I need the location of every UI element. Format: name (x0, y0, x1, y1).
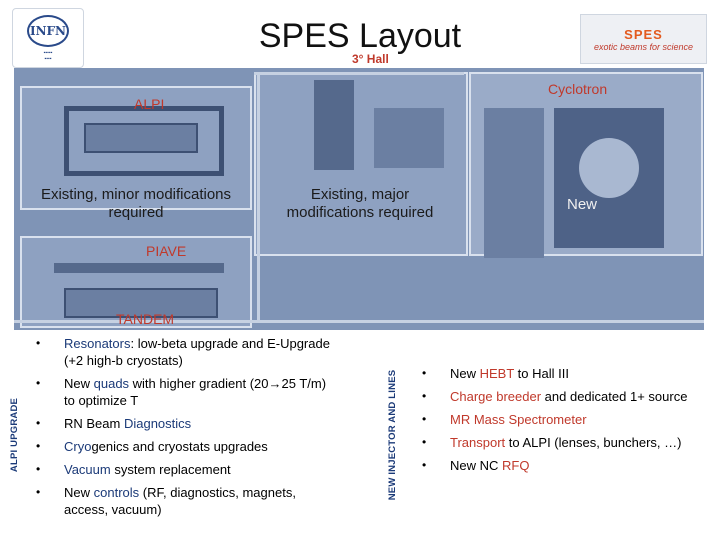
new-injector-item-text (450, 385, 702, 408)
new-building (484, 108, 544, 258)
alpi-upgrade-list (36, 332, 336, 521)
bullet-icon: • (36, 376, 41, 390)
alpi-upgrade-item (36, 435, 336, 458)
alpi-upgrade-item-text (64, 481, 336, 521)
new-label: New (566, 196, 597, 213)
hall-wall-vertical (257, 72, 260, 322)
piave-beamline (54, 263, 224, 273)
bullet-icon: • (36, 485, 41, 499)
cyclotron-vault (579, 138, 639, 198)
hall-label: 3° Hall (352, 52, 389, 66)
infn-logo-mark: INFN (27, 15, 69, 47)
hall-structure-b (374, 108, 444, 168)
alpi-upgrade-item-segment: RN Beam (64, 416, 124, 431)
page-title: SPES Layout (258, 17, 462, 55)
alpi-upgrade-item-segment: Diagnostics (123, 416, 192, 431)
new-injector-vertical-label: NEW INJECTOR AND LINES (387, 369, 398, 501)
new-injector-item-text (450, 431, 702, 454)
new-injector-item (422, 385, 702, 408)
alpi-upgrade-item-text (64, 412, 336, 435)
alpi-upgrade-item-segment: New (64, 485, 94, 500)
alpi-upgrade-item (36, 412, 336, 435)
spes-logo-tagline: exotic beams for science (593, 41, 694, 52)
new-injector-item (422, 408, 702, 431)
layout-map (14, 68, 704, 330)
alpi-upgrade-item-segment: Vacuum (64, 462, 111, 477)
piave-label: PIAVE (146, 243, 187, 259)
bullet-icon: • (36, 416, 41, 430)
new-injector-item-segment: RFQ (502, 458, 530, 473)
new-injector-item-text (450, 362, 702, 385)
new-injector-list (422, 362, 702, 477)
alpi-upgrade-item-segment: with higher gradient (20→25 T/m) to optimize T (64, 376, 327, 408)
alpi-upgrade-item-segment: genics and cryostats upgrades (91, 439, 268, 454)
alpi-upgrade-vertical-label: ALPI UPGRADE (9, 397, 20, 473)
bullet-icon: • (36, 439, 41, 453)
alpi-upgrade-item-text (64, 458, 336, 481)
existing-major-label: Existing, major modifications required (286, 186, 434, 221)
new-injector-item-segment: to ALPI (lenses, bunchers, …) (505, 435, 682, 450)
alpi-upgrade-vertical-label-box (6, 345, 24, 525)
bullet-icon: • (422, 412, 427, 426)
alpi-upgrade-item-segment: (RF, diagnostics, magnets, access, vacuum) (64, 485, 296, 517)
alpi-ring-core (84, 123, 198, 153)
new-injector-item-text (450, 408, 702, 431)
new-injector-item-segment: HEBT (479, 366, 515, 381)
alpi-upgrade-item (36, 458, 336, 481)
alpi-upgrade-item-segment: Resonators (64, 336, 131, 351)
new-injector-item-segment: to Hall III (514, 366, 569, 381)
spes-logo (580, 14, 707, 64)
alpi-label: ALPI (134, 96, 165, 112)
bullet-icon: • (422, 435, 427, 449)
bullet-icon: • (36, 336, 41, 350)
alpi-upgrade-item-segment: controls (93, 485, 140, 500)
hall-structure-a (314, 80, 354, 170)
bullet-icon: • (36, 462, 41, 476)
alpi-upgrade-item-segment: : low-beta upgrade and E-Upgrade (+2 high-b cryostats) (64, 336, 330, 368)
infn-logo (12, 8, 84, 68)
cyclotron-label: Cyclotron (548, 81, 608, 97)
alpi-upgrade-item-segment: Cryo (64, 439, 92, 454)
new-injector-item-segment: New NC (450, 458, 503, 473)
new-injector-item-segment: New (450, 366, 480, 381)
new-injector-item (422, 431, 702, 454)
alpi-upgrade-item-text (64, 435, 336, 458)
bullet-icon: • (422, 458, 427, 472)
tandem-label: TANDEM (116, 311, 175, 327)
alpi-upgrade-item (36, 481, 336, 521)
alpi-upgrade-item-text (64, 332, 336, 372)
new-injector-vertical-label-box (384, 345, 402, 525)
new-injector-item-text (450, 454, 702, 477)
new-injector-item (422, 362, 702, 385)
alpi-upgrade-item (36, 372, 336, 412)
new-injector-item-segment: Charge breeder (450, 389, 542, 404)
new-injector-item-segment: and dedicated 1+ source (541, 389, 688, 404)
alpi-upgrade-item (36, 332, 336, 372)
bullet-icon: • (422, 366, 427, 380)
existing-minor-label: Existing, minor modifications required (40, 186, 232, 221)
hall-wall-top (254, 72, 464, 75)
spes-logo-mark: SPES (624, 26, 663, 42)
infn-logo-caption: ▪▪▪▪▪ ▪▪▪▪ (43, 49, 53, 62)
bullet-icon: • (422, 389, 427, 403)
new-injector-item-segment: MR Mass Spectrometer (450, 412, 587, 427)
alpi-upgrade-item-text (64, 372, 336, 412)
new-injector-item-segment: Transport (450, 435, 506, 450)
alpi-upgrade-item-segment: system replacement (110, 462, 231, 477)
alpi-upgrade-item-segment: New (64, 376, 94, 391)
alpi-upgrade-item-segment: quads (93, 376, 130, 391)
new-injector-item (422, 454, 702, 477)
